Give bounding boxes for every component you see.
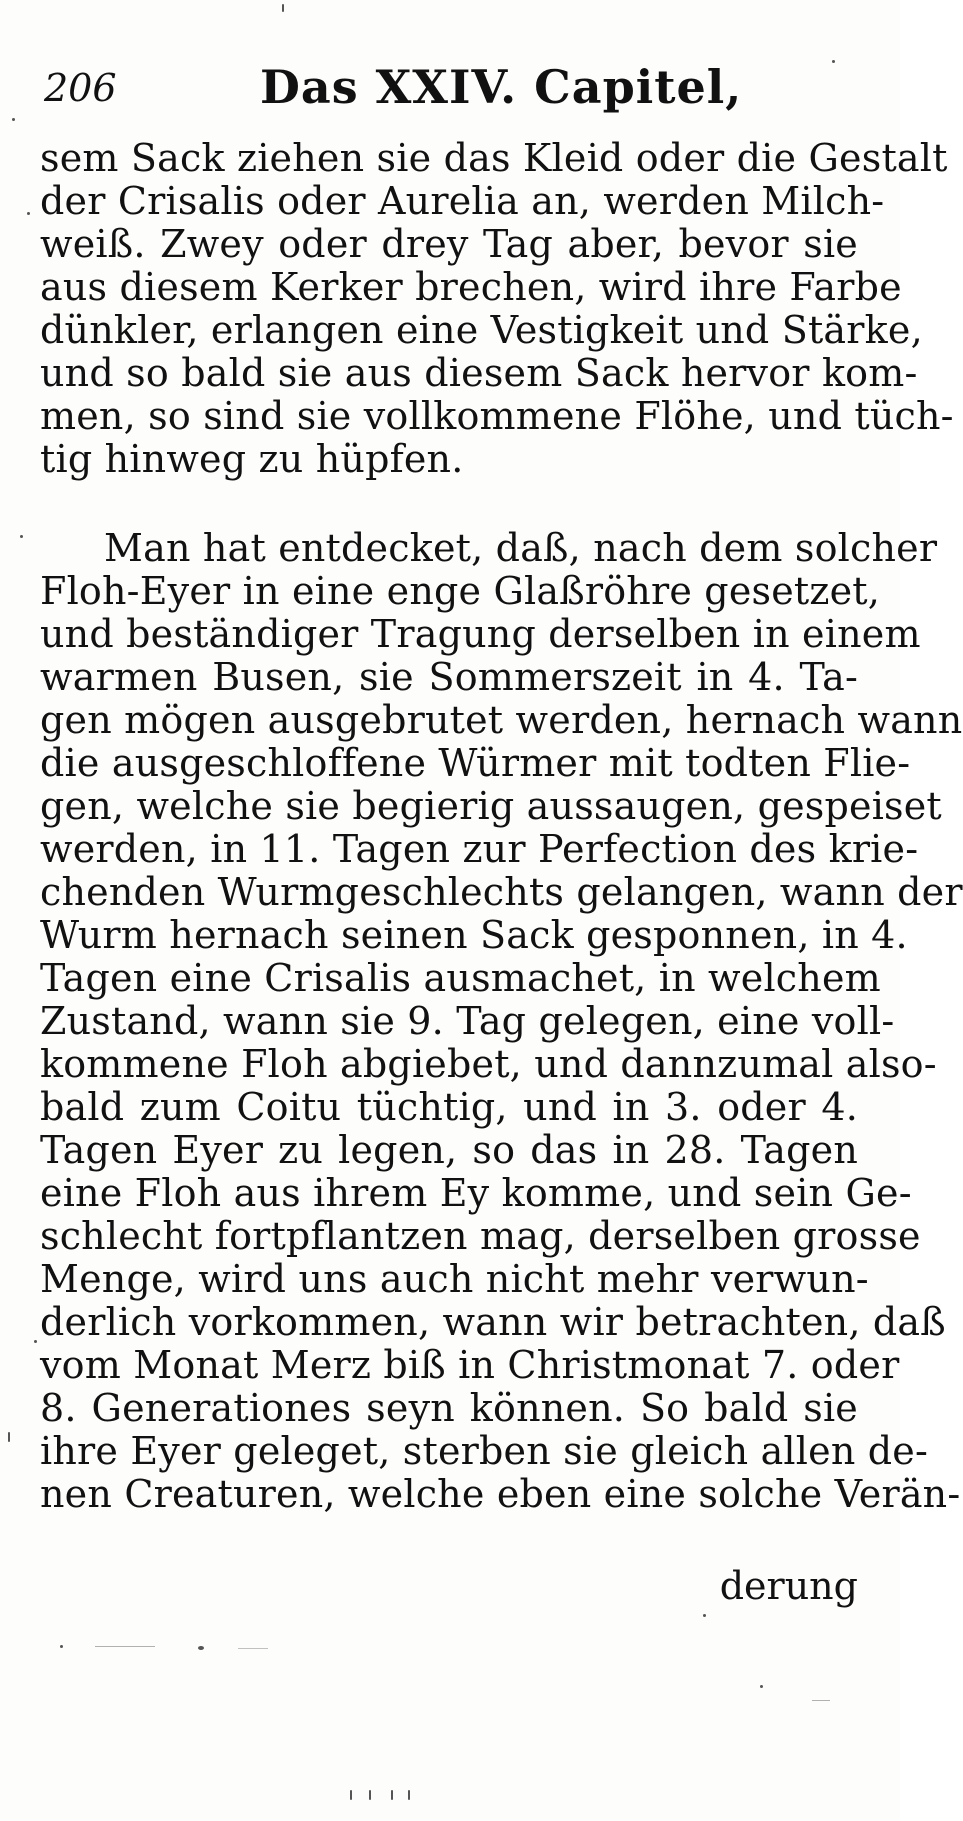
paper-speck <box>760 1685 763 1688</box>
text-line: vom Monat Merz biß in Christmonat 7. oder <box>40 1343 900 1387</box>
text-line: Menge, wird uns auch nicht mehr verwun- <box>40 1257 869 1301</box>
text-line: gen, welche sie begierig aussaugen, gespeiset <box>40 784 942 828</box>
text-line: derlich vorkommen, wann wir betrachten, daß <box>40 1300 946 1344</box>
scan-mark <box>812 1700 830 1701</box>
paper-speck <box>20 535 23 538</box>
paper-speck <box>408 1790 410 1800</box>
text-line: nen Creaturen, welche eben eine solche Verän- <box>40 1472 961 1516</box>
running-head: Das XXIV. Capitel, <box>260 60 743 114</box>
paper-speck <box>350 1790 352 1800</box>
text-line: men, so sind sie vollkommene Flöhe, und tüch- <box>40 394 954 438</box>
text-line: Tagen eine Crisalis ausmachet, in welchem <box>40 956 881 1000</box>
paper-speck <box>60 1645 63 1648</box>
text-line: aus diesem Kerker brechen, wird ihre Farbe <box>40 265 902 309</box>
paper-speck <box>8 1432 10 1442</box>
text-line: schlecht fortpflantzen mag, derselben grosse <box>40 1214 921 1258</box>
paper-speck <box>369 1790 371 1800</box>
paragraph-gap <box>40 481 858 527</box>
scan-mark <box>238 1648 268 1649</box>
text-line: eine Floh aus ihrem Ey komme, und sein Ge- <box>40 1171 912 1215</box>
text-line: und so bald sie aus diesem Sack hervor kom- <box>40 351 918 395</box>
paper-speck <box>12 118 15 121</box>
paper-speck <box>703 1614 706 1617</box>
text-line: Zustand, wann sie 9. Tag gelegen, eine voll- <box>40 999 895 1043</box>
page-header <box>40 60 860 120</box>
paper-speck <box>282 4 284 12</box>
body-text <box>40 136 963 1516</box>
paper-speck <box>198 1646 204 1650</box>
paper-speck <box>391 1790 393 1800</box>
paragraph <box>40 526 963 1516</box>
text-line: Floh-Eyer in eine enge Glaßröhre gesetzet, <box>40 569 881 613</box>
paper-speck <box>34 1340 37 1343</box>
text-line: Wurm hernach seinen Sack gesponnen, in 4. <box>40 913 908 957</box>
text-line: warmen Busen, sie Sommerszeit in 4. Ta- <box>40 655 858 699</box>
text-line: tig hinweg zu hüpfen. <box>40 437 464 481</box>
text-line: weiß. Zwey oder drey Tag aber, bevor sie <box>40 222 858 266</box>
text-line: 8. Generationes seyn können. So bald sie <box>40 1386 858 1430</box>
scan-mark <box>95 1646 155 1647</box>
text-line: Man hat entdecket, daß, nach dem solcher <box>104 526 938 570</box>
text-line: chenden Wurmgeschlechts gelangen, wann der <box>40 870 963 914</box>
text-line: werden, in 11. Tagen zur Perfection des krie- <box>40 827 919 871</box>
text-line: die ausgeschloffene Würmer mit todten Flie- <box>40 741 911 785</box>
text-line: bald zum Coitu tüchtig, und in 3. oder 4. <box>40 1085 858 1129</box>
text-line: sem Sack ziehen sie das Kleid oder die Gestalt <box>40 136 948 180</box>
paper-speck <box>832 60 835 63</box>
text-line: der Crisalis oder Aurelia an, werden Milch- <box>40 179 885 223</box>
page-number: 206 <box>44 66 117 110</box>
text-line: kommene Floh abgiebet, und dannzumal also- <box>40 1042 937 1086</box>
text-line: Tagen Eyer zu legen, so das in 28. Tagen <box>40 1128 858 1172</box>
text-line: und beständiger Tragung derselben in einem <box>40 612 921 656</box>
paper-speck <box>27 212 30 215</box>
catchword: derung <box>719 1564 858 1608</box>
text-line: dünkler, erlangen eine Vestigkeit und Stärke, <box>40 308 923 352</box>
text-line: gen mögen ausgebrutet werden, hernach wann <box>40 698 963 742</box>
paragraph <box>40 136 954 481</box>
text-line: ihre Eyer geleget, sterben sie gleich allen de- <box>40 1429 929 1473</box>
